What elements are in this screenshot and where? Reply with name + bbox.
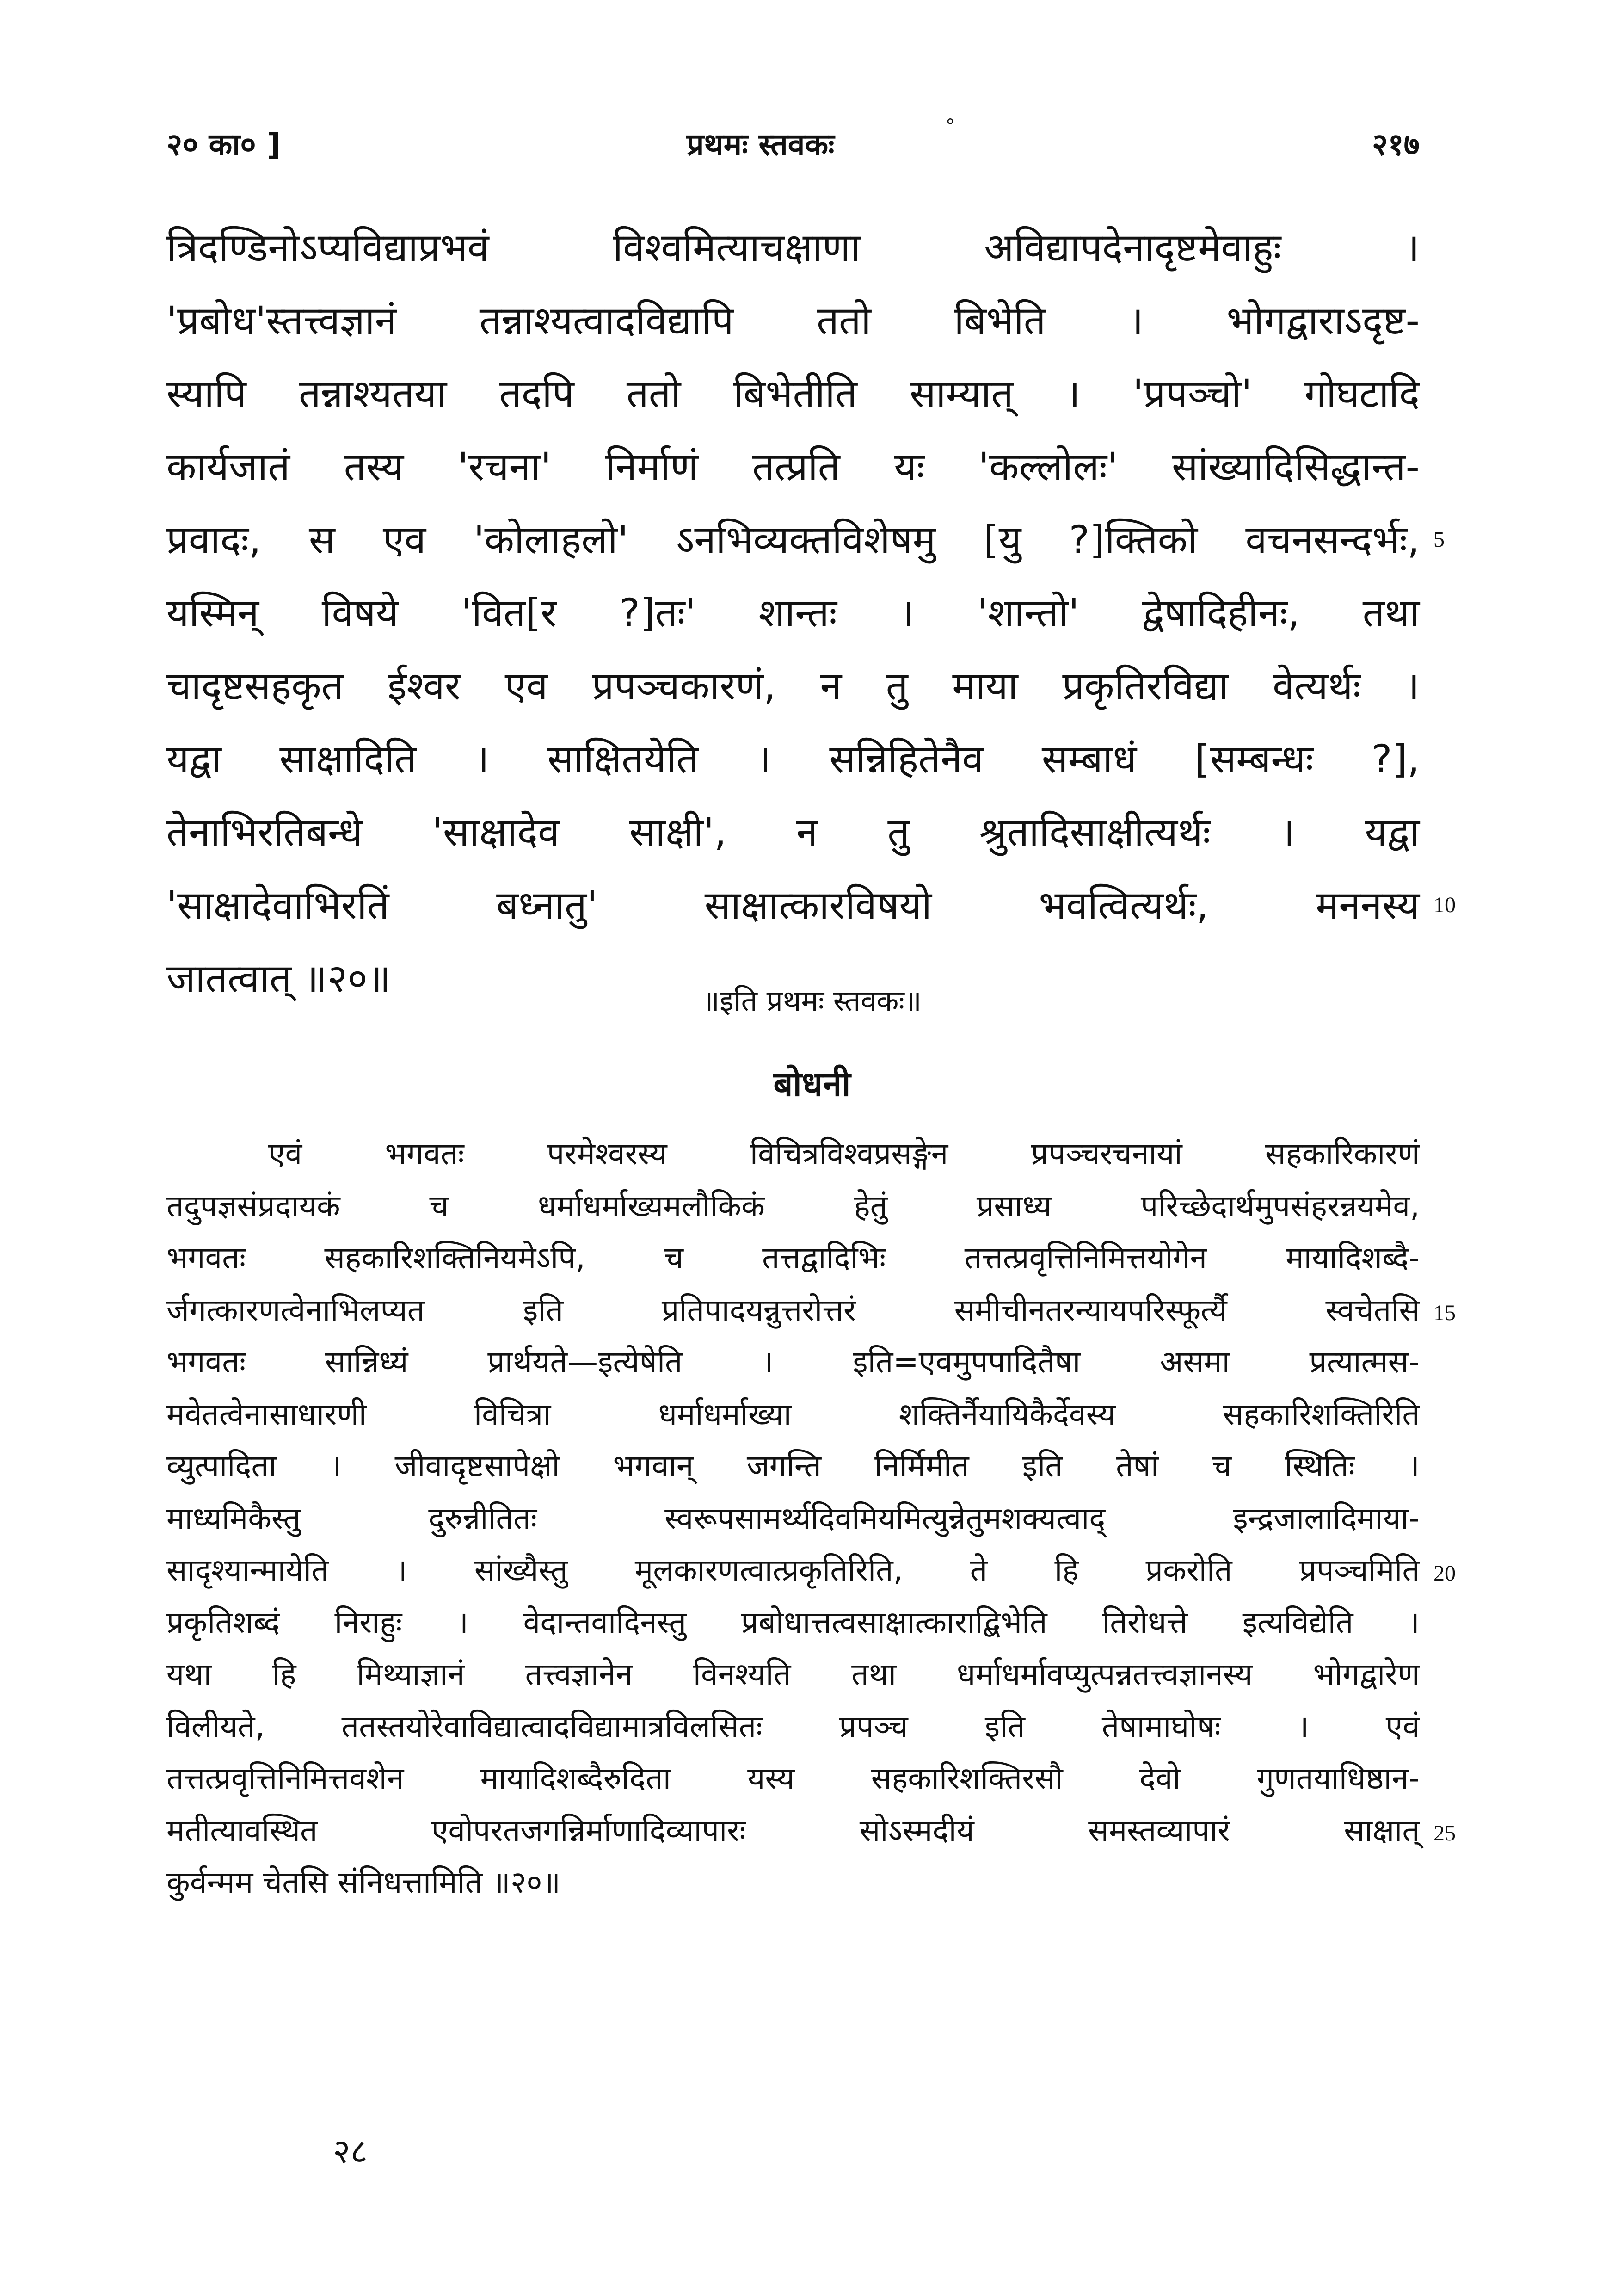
- commentary-line: 'प्रबोध'स्तत्त्वज्ञानं तन्नाश्यत्वादविद्यापि ततो बिभेति । भोगद्वाराऽदृष्ट-: [166, 298, 1420, 343]
- bodhani-line: विलीयते, ततस्तयोरेवाविद्यात्वादविद्यामात्रविलसितः प्रपञ्च इति तेषामाघोषः । एवं: [166, 1708, 1420, 1744]
- commentary-line: चादृष्टसहकृत ईश्वर एव प्रपञ्चकारणं, न तु माया प्रकृतिरविद्या वेत्यर्थः ।: [166, 663, 1420, 709]
- commentary-text: [166, 213, 1420, 1017]
- chapter-colophon: ॥इति प्रथमः स्तवकः॥: [702, 984, 922, 1018]
- bodhani-text: [166, 1129, 1420, 1909]
- page-number: २१७: [1372, 127, 1420, 162]
- commentary-line: यस्मिन् विषये 'वित[र ?]तः' शान्तः । 'शान्तो' द्वेषादिहीनः, तथा: [166, 590, 1420, 636]
- bodhani-line: मवेतत्वेनासाधारणी विचित्रा धर्माधर्माख्या शक्तिर्नैयायिकैर्देवस्य सहकारिशक्तिरिति: [166, 1396, 1420, 1432]
- signature-mark: २८: [333, 2132, 368, 2171]
- bodhani-line: र्जगत्कारणत्वेनाभिलप्यत इति प्रतिपादयन्नुत्तरोत्तरं समीचीनतरन्यायपरिस्फूर्त्यै स्वचेतसि: [166, 1292, 1420, 1328]
- header-title: प्रथमः स्तवकः: [687, 127, 835, 162]
- bodhani-line: सादृश्यान्मायेति । सांख्यैस्तु मूलकारणत्वात्प्रकृतिरिति, ते हि प्रकरोति प्रपञ्चमिति: [166, 1552, 1420, 1588]
- running-header: [166, 123, 1420, 173]
- bodhani-line: यथा हि मिथ्याज्ञानं तत्त्वज्ञानेन विनश्यति तथा धर्माधर्मावप्युत्पन्नतत्त्वज्ञानस्य भोगद्वारेण: [166, 1656, 1420, 1692]
- line-number: 15: [1433, 1301, 1456, 1326]
- commentary-line: कार्यजातं तस्य 'रचना' निर्माणं तत्प्रति यः 'कल्लोलः' सांख्यादिसिद्धान्त-: [166, 444, 1420, 489]
- commentary-line: यद्वा साक्षादिति । साक्षितयेति । सन्निहितेनैव सम्बाधं [सम्बन्धः ?],: [166, 736, 1420, 782]
- bodhani-line: व्युत्पादिता । जीवादृष्टसापेक्षो भगवान् जगन्ति निर्मिमीत इति तेषां च स्थितिः ।: [166, 1448, 1420, 1484]
- header-left: २० का० ]: [166, 127, 281, 162]
- bodhani-line: भगवतः सहकारिशक्तिनियमेऽपि, च तत्तद्वादिभिः तत्तत्प्रवृत्तिनिमित्तयोगेन मायादिशब्दै-: [166, 1240, 1420, 1276]
- commentary-line: जातत्वात् ॥२०॥: [166, 956, 391, 1001]
- commentary-line: त्रिदण्डिनोऽप्यविद्याप्रभवं विश्वमित्याचक्षाणा अविद्यापदेनादृष्टमेवाहुः ।: [166, 225, 1420, 270]
- commentary-line: स्यापि तन्नाश्यतया तदपि ततो बिभेतीति साम्यात् । 'प्रपञ्चो' गोघटादि: [166, 371, 1420, 416]
- bodhani-line: मतीत्यावस्थित एवोपरतजगन्निर्माणादिव्यापारः सोऽस्मदीयं समस्तव्यापारं साक्षात्: [166, 1812, 1420, 1848]
- bodhani-heading: बोधनी: [773, 1064, 851, 1104]
- commentary-line: प्रवादः, स एव 'कोलाहलो' ऽनभिव्यक्तविशेषमु [यु ?]क्तिको वचनसन्दर्भः,: [166, 517, 1420, 562]
- bodhani-line: एवं भगवतः परमेश्वरस्य विचित्रविश्वप्रसङ्गेन प्रपञ्चरचनायां सहकारिकारणं: [268, 1136, 1420, 1172]
- line-number: 25: [1433, 1821, 1456, 1846]
- bodhani-line: भगवतः सान्निध्यं प्रार्थयते—इत्येषेति । इति=एवमुपपादितैषा असमा प्रत्यात्मस-: [166, 1344, 1420, 1380]
- bodhani-line: कुर्वन्मम चेतसि संनिधत्तामिति ॥२०॥: [166, 1865, 561, 1900]
- line-number: 10: [1433, 893, 1456, 918]
- bodhani-line: तत्तत्प्रवृत्तिनिमित्तवशेन मायादिशब्दैरुदिता यस्य सहकारिशक्तिरसौ देवो गुणतयाधिष्ठान-: [166, 1760, 1420, 1796]
- commentary-line: तेनाभिरतिबन्धे 'साक्षादेव साक्षी', न तु श्रुतादिसाक्षीत्यर्थः । यद्वा: [166, 809, 1420, 855]
- bodhani-line: माध्यमिकैस्तु दुरुन्नीतितः स्वरूपसामर्थ्यदिवमियमित्युन्नेतुमशक्यत्वाद् इन्द्रजालादिमाया-: [166, 1500, 1420, 1536]
- bodhani-line: प्रकृतिशब्दं निराहुः । वेदान्तवादिनस्तु प्रबोधात्तत्वसाक्षात्काराद्बिभेति तिरोधत्ते इत्यविद्येति ।: [166, 1604, 1420, 1640]
- print-speck: °: [946, 116, 955, 137]
- commentary-line: 'साक्षादेवाभिरतिं बध्नातु' साक्षात्कारविषयो भवत्वित्यर्थः, मननस्य: [166, 883, 1420, 928]
- line-number: 20: [1433, 1561, 1456, 1586]
- line-number: 5: [1433, 527, 1445, 552]
- bodhani-line: तदुपज्ञसंप्रदायकं च धर्माधर्माख्यमलौकिकं हेतुं प्रसाध्य परिच्छेदार्थमुपसंहरन्नयमेव,: [166, 1188, 1420, 1224]
